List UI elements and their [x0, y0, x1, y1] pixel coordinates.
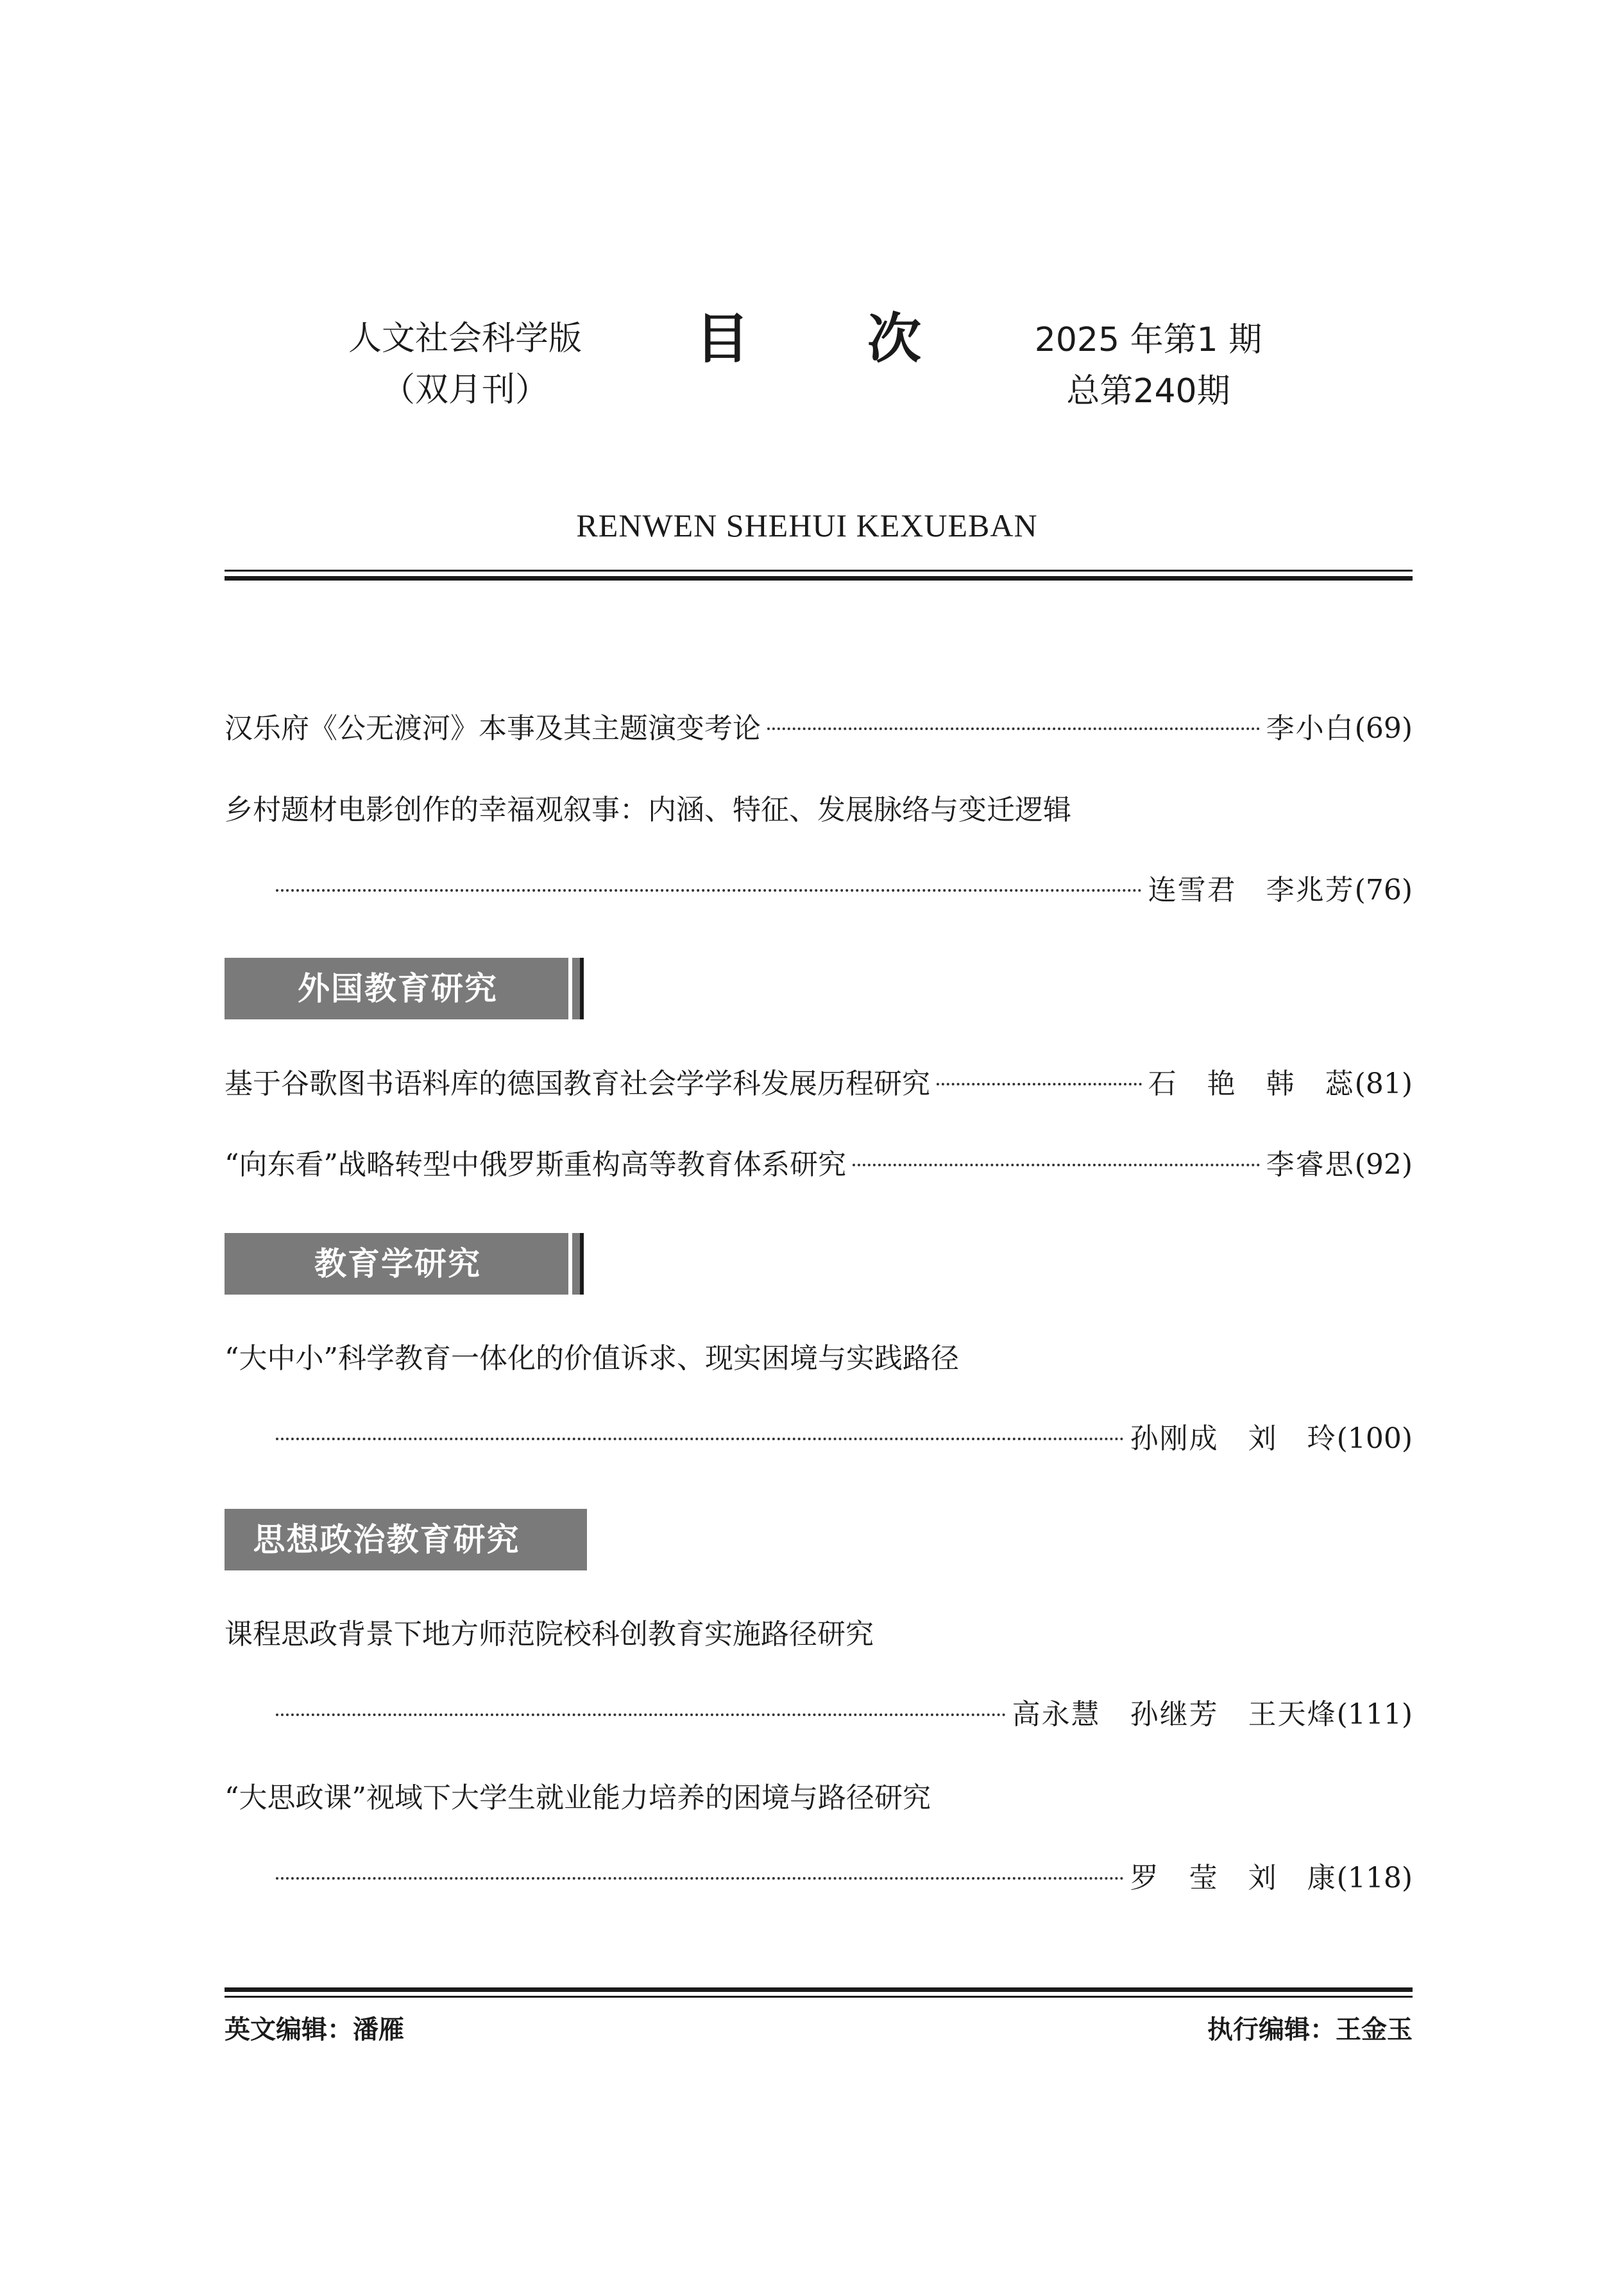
toc-entry-title[interactable]: “大中小”科学教育一体化的价值诉求、现实困境与实践路径 [225, 1342, 959, 1375]
footer [225, 2009, 1413, 2046]
entry-page: (81) [1354, 1067, 1413, 1100]
page-title-char-2: 次 [867, 307, 922, 370]
leader-dots [937, 1083, 1142, 1085]
entry-title: 基于谷歌图书语料库的德国教育社会学学科发展历程研究 [225, 1067, 930, 1100]
entry-authors: 李睿思 [1266, 1148, 1355, 1181]
entry-authors: 罗 莹 刘 康 [1130, 1862, 1337, 1894]
leader-dots [276, 889, 1142, 892]
leader-dots [276, 1438, 1124, 1440]
section-bar-accent [580, 1233, 584, 1295]
leader-dots [853, 1164, 1260, 1166]
section-title: 教育学研究 [314, 1245, 481, 1282]
entry-page: (76) [1354, 874, 1413, 906]
entry-title: 汉乐府《公无渡河》本事及其主题演变考论 [225, 712, 761, 745]
entry-page: (92) [1354, 1148, 1413, 1181]
entry-title: “向东看”战略转型中俄罗斯重构高等教育体系研究 [225, 1148, 846, 1181]
leader-dots [276, 1713, 1006, 1716]
section-header [225, 1233, 584, 1295]
section-bar-accent [580, 958, 584, 1019]
issue-label: 2025 年第1 期 [1034, 321, 1262, 359]
entry-authors: 李小白 [1266, 712, 1355, 745]
section-bar-accent [568, 958, 572, 1019]
leader-dots [276, 1877, 1124, 1880]
toc-entry-author-line [276, 871, 1413, 910]
toc-entry-title[interactable]: 课程思政背景下地方师范院校科创教育实施路径研究 [225, 1618, 874, 1651]
english-editor-credit: 英文编辑：潘雁 [225, 2015, 404, 2045]
page-title-char-1: 目 [695, 307, 750, 370]
entry-authors: 石 艳 韩 蕊 [1148, 1067, 1355, 1100]
section-bar-accent [568, 1233, 572, 1295]
toc-entry-author-line [276, 1420, 1413, 1458]
toc-entry-author-line [276, 1859, 1413, 1898]
frequency-label: （双月刊） [381, 371, 548, 409]
section-header [225, 1509, 587, 1570]
footer-rule-thin [225, 1996, 1413, 1998]
leader-dots [767, 727, 1260, 730]
toc-entry-author-line [276, 1696, 1413, 1734]
entry-page: (69) [1354, 712, 1413, 745]
romanized-title: RENWEN SHEHUI KEXUEBAN [576, 507, 1038, 543]
entry-authors: 高永慧 孙继芳 王天烽 [1012, 1698, 1337, 1731]
entry-page: (111) [1336, 1698, 1413, 1731]
footer-rule-thick [225, 1987, 1413, 1992]
header-rule-thick [225, 576, 1413, 581]
header-rule-thin [225, 570, 1413, 572]
entry-authors: 连雪君 李兆芳 [1148, 874, 1355, 906]
toc-entry-title[interactable]: 乡村题材电影创作的幸福观叙事：内涵、特征、发展脉络与变迁逻辑 [225, 794, 1071, 826]
edition-label: 人文社会科学版 [348, 319, 582, 358]
toc-entry-title[interactable]: “大思政课”视域下大学生就业能力培养的困境与路径研究 [225, 1782, 931, 1814]
issue-block [1014, 314, 1283, 417]
entry-authors: 孙刚成 刘 玲 [1130, 1422, 1337, 1455]
entry-page: (118) [1336, 1862, 1413, 1894]
section-title: 思想政治教育研究 [253, 1521, 520, 1558]
toc-entry[interactable] [225, 1146, 1413, 1184]
toc-entry[interactable] [225, 1065, 1413, 1103]
total-issue-label: 总第240期 [1066, 372, 1230, 411]
edition-block [285, 313, 645, 416]
toc-entry[interactable] [225, 710, 1413, 748]
entry-page: (100) [1336, 1422, 1413, 1455]
executive-editor-credit: 执行编辑：王金玉 [1207, 2015, 1413, 2045]
section-title: 外国教育研究 [298, 970, 498, 1007]
section-header [225, 958, 584, 1019]
